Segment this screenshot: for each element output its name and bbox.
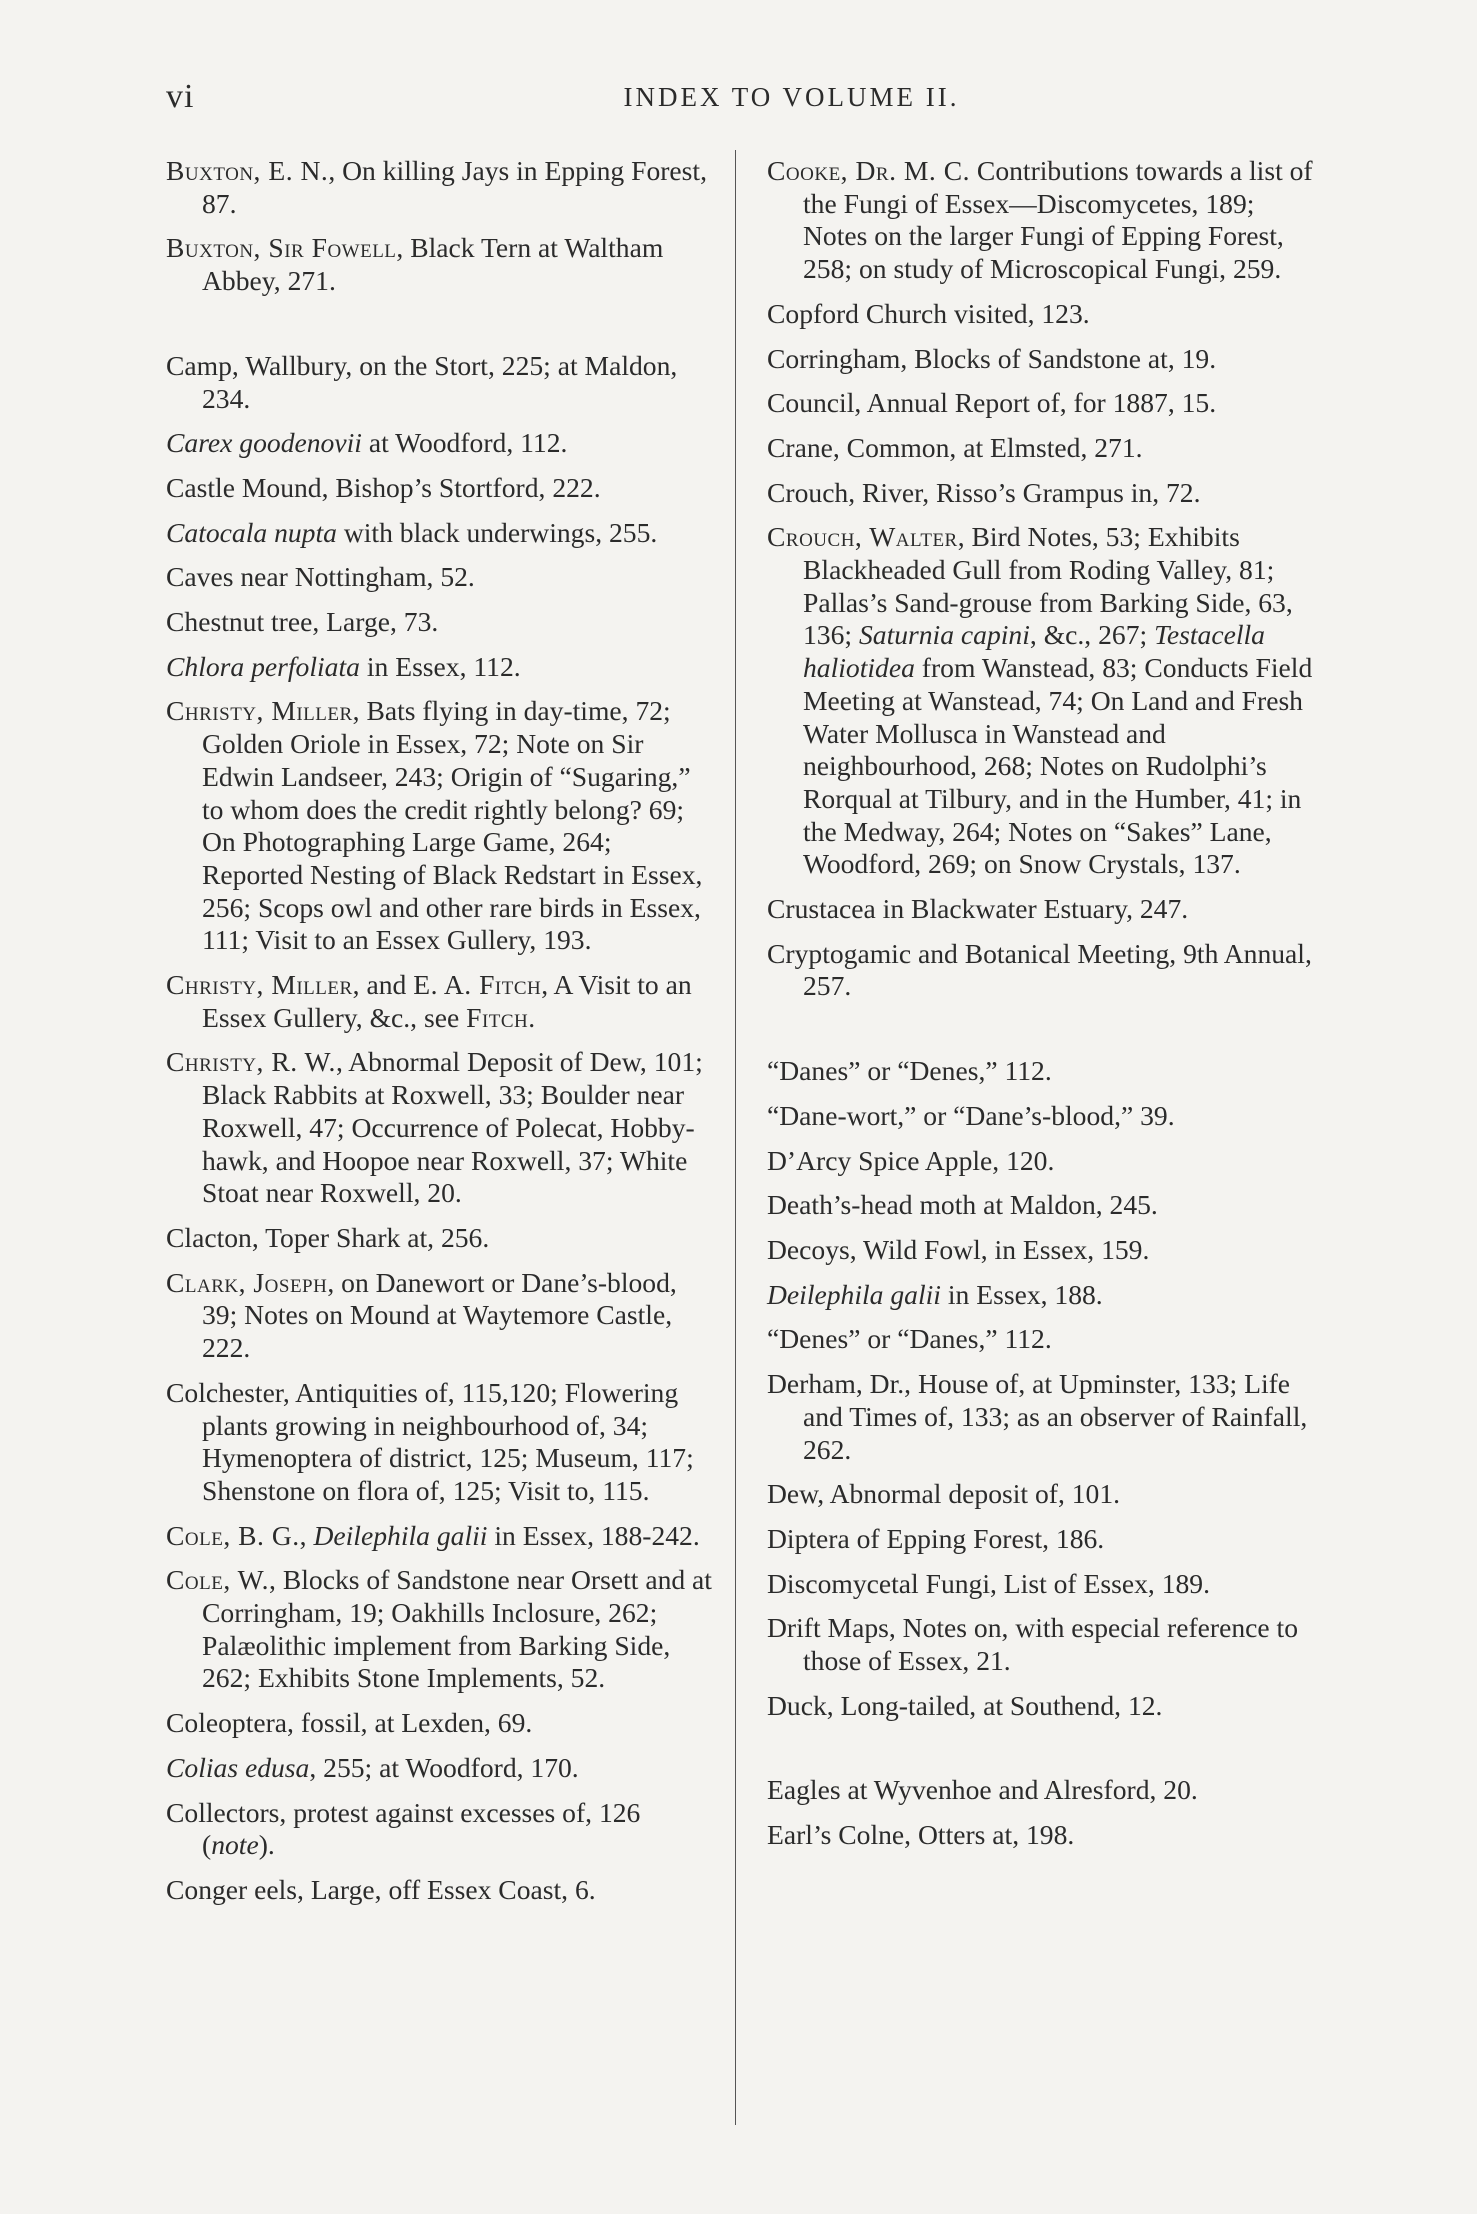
entry-italic: Testacella haliotidea — [803, 619, 1265, 684]
index-entry — [166, 1564, 716, 1695]
entry-text: Collectors, protest against excesses of, 126 ( — [166, 1796, 641, 1861]
index-entry — [166, 695, 716, 957]
index-entry — [767, 1279, 1317, 1312]
entry-text: Decoys, Wild Fowl, in Essex, 159. — [767, 1233, 1150, 1265]
entry-italic: Deilephila galii — [767, 1278, 941, 1310]
entry-text: Discomycetal Fungi, List of Essex, 189. — [767, 1567, 1210, 1599]
entry-text: , and — [352, 969, 414, 1001]
index-entry — [166, 1222, 716, 1255]
entry-text: “Danes” or “Denes,” 112. — [767, 1055, 1052, 1087]
index-entry — [767, 1523, 1317, 1556]
index-column-right — [767, 155, 1317, 1864]
index-entry — [166, 1707, 716, 1740]
index-entry — [767, 477, 1317, 510]
entry-text: Coleoptera, fossil, at Lexden, 69. — [166, 1707, 533, 1739]
index-entry — [166, 517, 716, 550]
index-entry — [166, 472, 716, 505]
entry-author: Fitch — [466, 1001, 529, 1033]
entry-text: Conger eels, Large, off Essex Coast, 6. — [166, 1873, 596, 1905]
entry-text: Eagles at Wyvenhoe and Alresford, 20. — [767, 1774, 1198, 1806]
index-entry — [767, 1819, 1317, 1852]
entry-text: Death’s-head moth at Maldon, 245. — [767, 1189, 1158, 1221]
index-entry — [767, 521, 1317, 881]
entry-text: Dew, Abnormal deposit of, 101. — [767, 1478, 1121, 1510]
entry-text: D’Arcy Spice Apple, 120. — [767, 1144, 1055, 1176]
entry-text: in Essex, 188. — [940, 1278, 1103, 1310]
entry-text: , on Danewort or Dane’s-blood, 39; Notes on Mound at Waytemore Castle, 222. — [202, 1266, 677, 1364]
page-header — [166, 78, 1357, 126]
index-entry — [166, 1874, 716, 1907]
index-entry — [767, 343, 1317, 376]
entry-text: Duck, Long-tailed, at Southend, 12. — [767, 1689, 1163, 1721]
index-entry — [166, 155, 716, 220]
entry-text: Copford Church visited, 123. — [767, 297, 1090, 329]
entry-text: Colchester, Antiquities of, 115,120; Flowering plants growing in neighbourhood of, 34; Hymenoptera of district, 125; Museum, 117; Shenstone on flora of, 125; Visit to, 115. — [166, 1376, 694, 1506]
entry-text: Cryptogamic and Botanical Meeting, 9th Annual, 257. — [767, 937, 1312, 1002]
index-entry — [166, 232, 716, 297]
index-entry — [166, 350, 716, 415]
entry-text: Diptera of Epping Forest, 186. — [767, 1522, 1105, 1554]
index-entry — [767, 1368, 1317, 1466]
entry-author: Christy, R. W. — [166, 1046, 336, 1078]
index-entry — [166, 1520, 716, 1553]
index-entry — [767, 1323, 1317, 1356]
entry-text: in Essex, 188-242. — [487, 1519, 700, 1551]
entry-author: Buxton, E. N. — [166, 155, 329, 186]
entry-italic: note — [211, 1829, 259, 1861]
entry-text: “Denes” or “Danes,” 112. — [767, 1323, 1052, 1355]
entry-italic: Colias edusa — [166, 1751, 310, 1783]
entry-text: , Bird Notes, 53; Exhibits Blackheaded Gull from Roding Valley, 81; Pallas’s Sand-grouse from Barking Side, 63, 136; — [803, 521, 1293, 651]
entry-italic: Carex goodenovii — [166, 427, 362, 459]
entry-text: , &c., 267; — [1029, 619, 1155, 651]
entry-author: Cole, B. G. — [166, 1519, 300, 1551]
index-entry — [767, 387, 1317, 420]
index-entry — [767, 1234, 1317, 1267]
entry-author: Cole, W. — [166, 1564, 270, 1596]
entry-text: , Bats flying in day-time, 72; Golden Oriole in Essex, 72; Note on Sir Edwin Landseer, 243; Origin of “Sugaring,” to whom does the credit rightly belong? 69; On Photographing Large Game, 264; Reported Nesting of Black Redstart in Essex, 256; Scops owl and other rare birds in Essex, 111; Visit to an Essex Gullery, 193. — [202, 695, 703, 956]
entry-text: Corringham, Blocks of Sandstone at, 19. — [767, 342, 1217, 374]
entry-text: “Dane-wort,” or “Dane’s-blood,” 39. — [767, 1099, 1175, 1131]
running-title: INDEX TO VOLUME II. — [623, 82, 960, 112]
index-entry — [166, 1267, 716, 1365]
index-entry — [767, 1774, 1317, 1807]
entry-text: Earl’s Colne, Otters at, 198. — [767, 1819, 1075, 1851]
entry-text: , A Visit to an Essex Gullery, &c., see — [202, 969, 692, 1033]
index-entry — [767, 1568, 1317, 1601]
entry-italic: Chlora perfoliata — [166, 650, 360, 682]
entry-text: in Essex, 112. — [359, 650, 521, 682]
entry-text: Castle Mound, Bishop’s Stortford, 222. — [166, 471, 601, 503]
entry-text: Crouch, River, Risso’s Grampus in, 72. — [767, 476, 1201, 508]
index-entry — [767, 1145, 1317, 1178]
entry-text: with black underwings, 255. — [336, 516, 658, 548]
entry-text: , Black Tern at Waltham Abbey, 271. — [202, 232, 664, 297]
entry-text: Contributions towards a list of the Fungi of Essex—Discomycetes, 189; Notes on the larger Fungi of Epping Forest, 258; on study of Microscopical Fungi, 259. — [803, 155, 1313, 285]
entry-author: E. A. Fitch — [413, 969, 542, 1001]
index-entry — [767, 1055, 1317, 1088]
entry-text: Caves near Nottingham, 52. — [166, 561, 475, 593]
index-entry — [767, 432, 1317, 465]
index-entry — [767, 155, 1317, 286]
index-entry — [767, 1612, 1317, 1677]
entry-text: . — [528, 1001, 536, 1033]
index-entry — [166, 969, 716, 1034]
entry-italic: Catocala nupta — [166, 516, 337, 548]
index-entry — [166, 427, 716, 460]
index-entry — [767, 298, 1317, 331]
section-gap — [767, 1734, 1317, 1774]
entry-italic: Deilephila galii — [313, 1519, 488, 1551]
section-gap — [767, 1015, 1317, 1055]
entry-text: ). — [258, 1829, 275, 1861]
entry-text: , On killing Jays in Epping Forest, 87. — [202, 155, 707, 219]
index-entry — [166, 1797, 716, 1862]
entry-text: Camp, Wallbury, on the Stort, 225; at Maldon, 234. — [166, 349, 678, 414]
entry-text: Drift Maps, Notes on, with especial reference to those of Essex, 21. — [767, 1612, 1298, 1677]
entry-author: Buxton, Sir Fowell — [166, 232, 397, 264]
entry-author: Clark, Joseph — [166, 1266, 328, 1298]
entry-text: Clacton, Toper Shark at, 256. — [166, 1221, 490, 1253]
entry-italic: Saturnia capini — [858, 619, 1030, 651]
entry-text: Crane, Common, at Elmsted, 271. — [767, 431, 1143, 463]
entry-text: , 255; at Woodford, 170. — [309, 1751, 579, 1783]
entry-author: Christy, Miller — [166, 695, 353, 727]
entry-text: Chestnut tree, Large, 73. — [166, 606, 439, 638]
index-entry — [166, 1377, 716, 1508]
index-entry — [767, 893, 1317, 926]
page-number: vi — [166, 78, 195, 115]
index-entry — [166, 561, 716, 594]
index-entry — [767, 1690, 1317, 1723]
index-entry — [767, 1189, 1317, 1222]
index-entry — [166, 1046, 716, 1210]
entry-author: Christy, Miller — [166, 969, 353, 1001]
entry-text: Derham, Dr., House of, at Upminster, 133; Life and Times of, 133; as an observer of Rainfall, 262. — [767, 1368, 1308, 1465]
index-column-left — [166, 155, 716, 1919]
entry-text: Council, Annual Report of, for 1887, 15. — [767, 387, 1217, 419]
index-entry — [166, 1752, 716, 1785]
entry-text: at Woodford, 112. — [361, 427, 568, 459]
index-entry — [767, 1100, 1317, 1133]
index-entry — [767, 1478, 1317, 1511]
entry-text: , Blocks of Sandstone near Orsett and at Corringham, 19; Oakhills Inclosure, 262; Palæolithic implement from Barking Side, 262; Exhibits Stone Implements, 52. — [202, 1564, 712, 1694]
index-entry — [166, 606, 716, 639]
entry-text: from Wanstead, 83; Conducts Field Meeting at Wanstead, 74; On Land and Fresh Water Mollusca in Wanstead and neighbourhood, 268; Notes on Rudolphi’s Rorqual at Tilbury, and in the Humber, 41; in the Medway, 264; Notes on “Sakes” Lane, Woodford, 269; on Snow Crystals, 137. — [803, 652, 1313, 880]
column-divider — [735, 150, 736, 2125]
index-entry — [767, 938, 1317, 1003]
index-entry — [166, 651, 716, 684]
entry-text: Crustacea in Blackwater Estuary, 247. — [767, 893, 1189, 925]
entry-text: , Abnormal Deposit of Dew, 101; Black Rabbits at Roxwell, 33; Boulder near Roxwell, 47; Occurrence of Polecat, Hobby-hawk, and Hoopoe near Roxwell, 37; White Stoat near Roxwell, 20. — [202, 1046, 703, 1209]
entry-author: Cooke, Dr. M. C. — [767, 155, 971, 186]
entry-text: , — [299, 1519, 314, 1551]
entry-author: Crouch, Walter — [767, 521, 958, 553]
section-gap — [166, 310, 716, 350]
